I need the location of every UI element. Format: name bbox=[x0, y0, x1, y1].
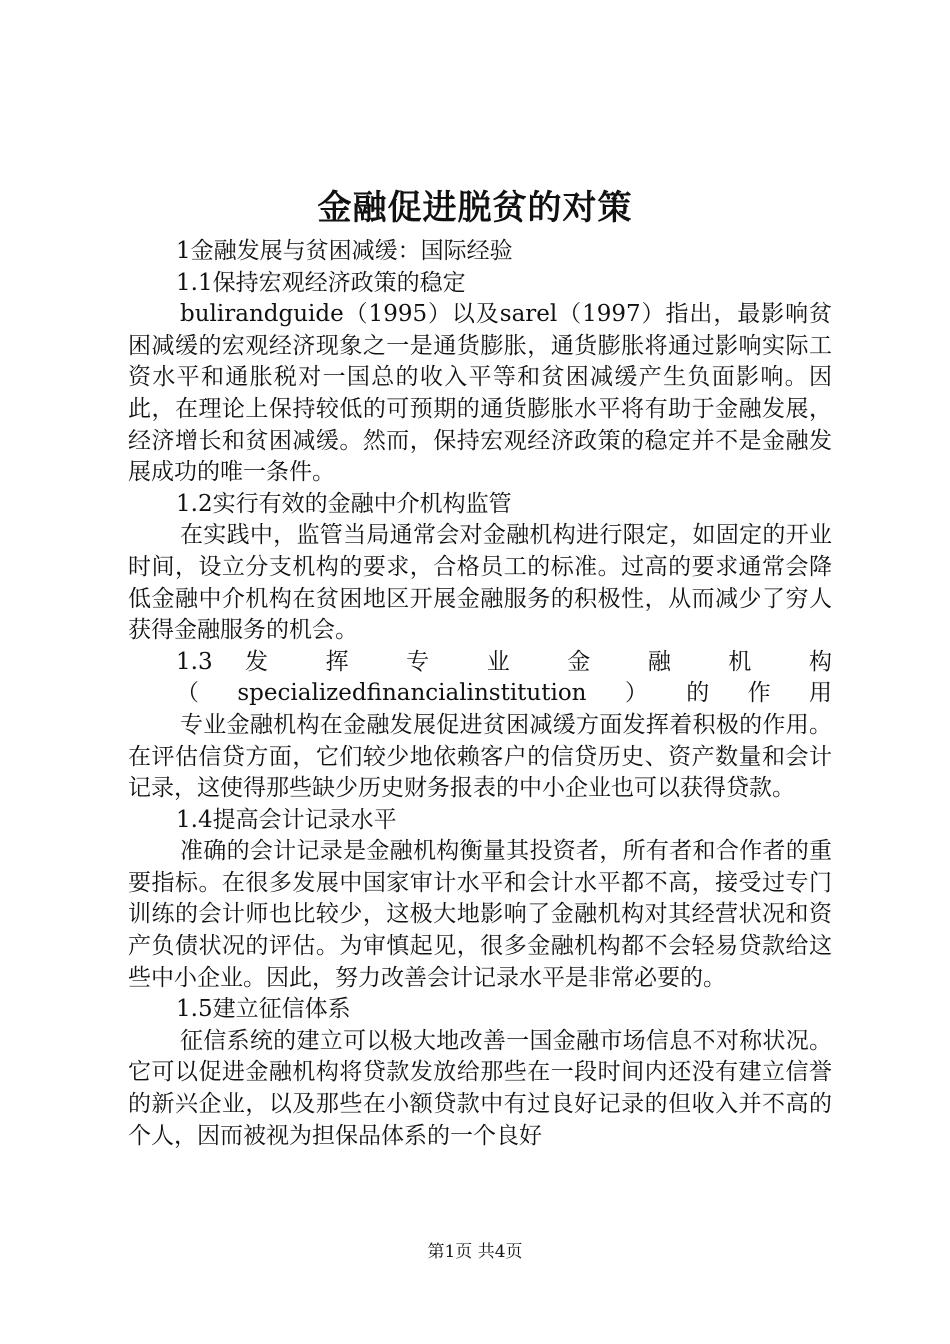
document-body bbox=[128, 236, 832, 1152]
section-heading-1-4: 1.4提高会计记录水平 bbox=[176, 806, 397, 833]
paragraph-1-3: 专业金融机构在金融发展促进贫困减缓方面发挥着积极的作用。在评估信贷方面，它们较少地依赖客户的信贷历史、资产数量和会计记录，这使得那些缺少历史财务报表的中小企业也可以获得贷款。 bbox=[128, 711, 832, 802]
paragraph-1-1: bulirandguide（1995）以及sarel（1997）指出，最影响贫困减缓的宏观经济现象之一是通货膨胀，通货膨胀将通过影响实际工资水平和通胀税对一国总的收入平等和贫困减缓产生负面影响。因此，在理论上保持较低的可预期的通货膨胀水平将有助于金融发展，经济增长和贫困减缓。然而，保持宏观经济政策的稳定并不是金融发展成功的唯一条件。 bbox=[128, 301, 832, 486]
section-heading-1: 1金融发展与贫困减缓：国际经验 bbox=[176, 238, 513, 264]
section-heading-1-3: 1.3 发 挥 专 业 金 融 机 构（specializedfinancialinstitution）的作用 bbox=[176, 648, 832, 707]
paragraph-1-5: 征信系统的建立可以极大地改善一国金融市场信息不对称状况。它可以促进金融机构将贷款发放给那些在一段时间内还没有建立信誉的新兴企业，以及那些在小额贷款中有过良好记录的但收入并不高的个人，因而被视为担保品体系的一个良好 bbox=[128, 1027, 832, 1149]
document-title: 金融促进脱贫的对策 bbox=[317, 188, 633, 228]
paragraph-1-2: 在实践中，监管当局通常会对金融机构进行限定，如固定的开业时间，设立分支机构的要求，合格员工的标准。过高的要求通常会降低金融中介机构在贫困地区开展金融服务的积极性，从而减少了穷人获得金融服务的机会。 bbox=[128, 522, 832, 644]
page-number-footer: 第1页 共4页 bbox=[427, 1242, 523, 1262]
section-heading-1-5: 1.5建立征信体系 bbox=[176, 996, 351, 1023]
paragraph-1-4: 准确的会计记录是金融机构衡量其投资者，所有者和合作者的重要指标。在很多发展中国家审计水平和会计水平都不高，接受过专门训练的会计师也比较少，这极大地影响了金融机构对其经营状况和资产负债状况的评估。为审慎起见，很多金融机构都不会轻易贷款给这些中小企业。因此，努力改善会计记录水平是非常必要的。 bbox=[128, 838, 832, 991]
section-heading-1-2: 1.2实行有效的金融中介机构监管 bbox=[176, 490, 512, 517]
section-heading-1-1: 1.1保持宏观经济政策的稳定 bbox=[176, 269, 466, 296]
